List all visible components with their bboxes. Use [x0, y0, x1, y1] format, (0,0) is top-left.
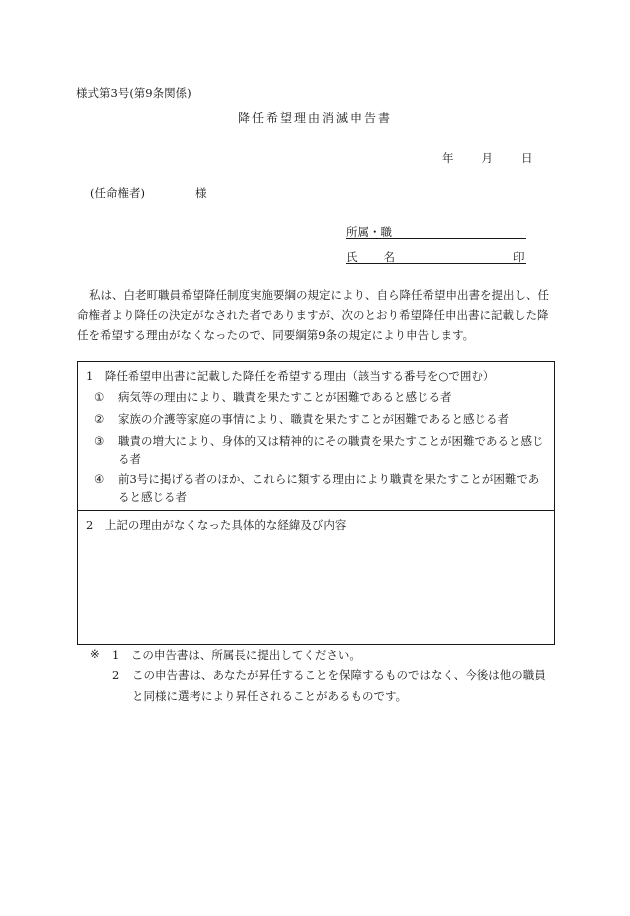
option-number: ③: [94, 434, 105, 448]
note-2-text: この申告書は、あなたが昇任することを保障するものではなく、今後は他の職員と同様に選考により昇任されることがあるものです。: [132, 668, 546, 703]
details-section-title: 2 上記の理由がなくなった具体的な経緯及び内容: [86, 518, 347, 532]
option-number: ①: [94, 390, 105, 404]
details-section[interactable]: [77, 510, 555, 645]
affiliation-label: 所属・職: [346, 225, 392, 239]
note-2-number: 2: [112, 668, 120, 682]
reason-section-title: 1 降任希望申出書に記載した降任を希望する理由（該当する番号を○で囲む）: [86, 369, 495, 383]
option-number: ④: [94, 472, 105, 486]
reason-section: [77, 361, 555, 511]
declaration-body: 私は、白老町職員希望降任制度実施要綱の規定により、自ら降任希望申出書を提出し、任命権者より降任の決定がなされた者でありますが、次のとおり希望降任申出書に記載した降任を希望する理由がなくなったので、同要綱第9条の規定により申告します。: [77, 288, 549, 342]
option-text: 家族の介護等家庭の事情により、職責を果たすことが困難であると感じる者: [118, 412, 509, 426]
name-field-line: [346, 263, 526, 264]
option-text: 病気等の理由により、職責を果たすことが困難であると感じる者: [118, 390, 452, 404]
note-mark: ※: [90, 647, 100, 661]
date-line: [442, 150, 533, 166]
option-text: 前3号に掲げる者のほか、これらに類する理由により職責を果たすことが困難であると感じる者: [118, 472, 540, 504]
document-title: 降任希望理由消滅申告書: [237, 111, 392, 125]
reason-option-2: [94, 410, 550, 428]
reason-option-3: [94, 432, 550, 468]
date-month: 月: [481, 151, 493, 165]
honorific: 様: [195, 186, 207, 200]
date-year: 年: [442, 151, 454, 165]
option-text: 職責の増大により、身体的又は精神的にその職責を果たすことが困難であると感じる者: [118, 434, 544, 466]
reason-option-4: [94, 470, 550, 506]
reason-option-1: [94, 388, 550, 406]
seal-mark: 印: [513, 250, 525, 264]
date-day: 日: [521, 151, 533, 165]
note-2: [112, 665, 554, 707]
appointer-label: (任命権者): [90, 186, 145, 200]
form-number: 様式第3号(第9条関係): [76, 86, 192, 100]
note-1: 1 この申告書は、所属長に提出してください。: [112, 648, 361, 662]
option-number: ②: [94, 412, 105, 426]
affiliation-field-line: [346, 238, 526, 239]
name-label: 氏 名: [346, 250, 395, 264]
